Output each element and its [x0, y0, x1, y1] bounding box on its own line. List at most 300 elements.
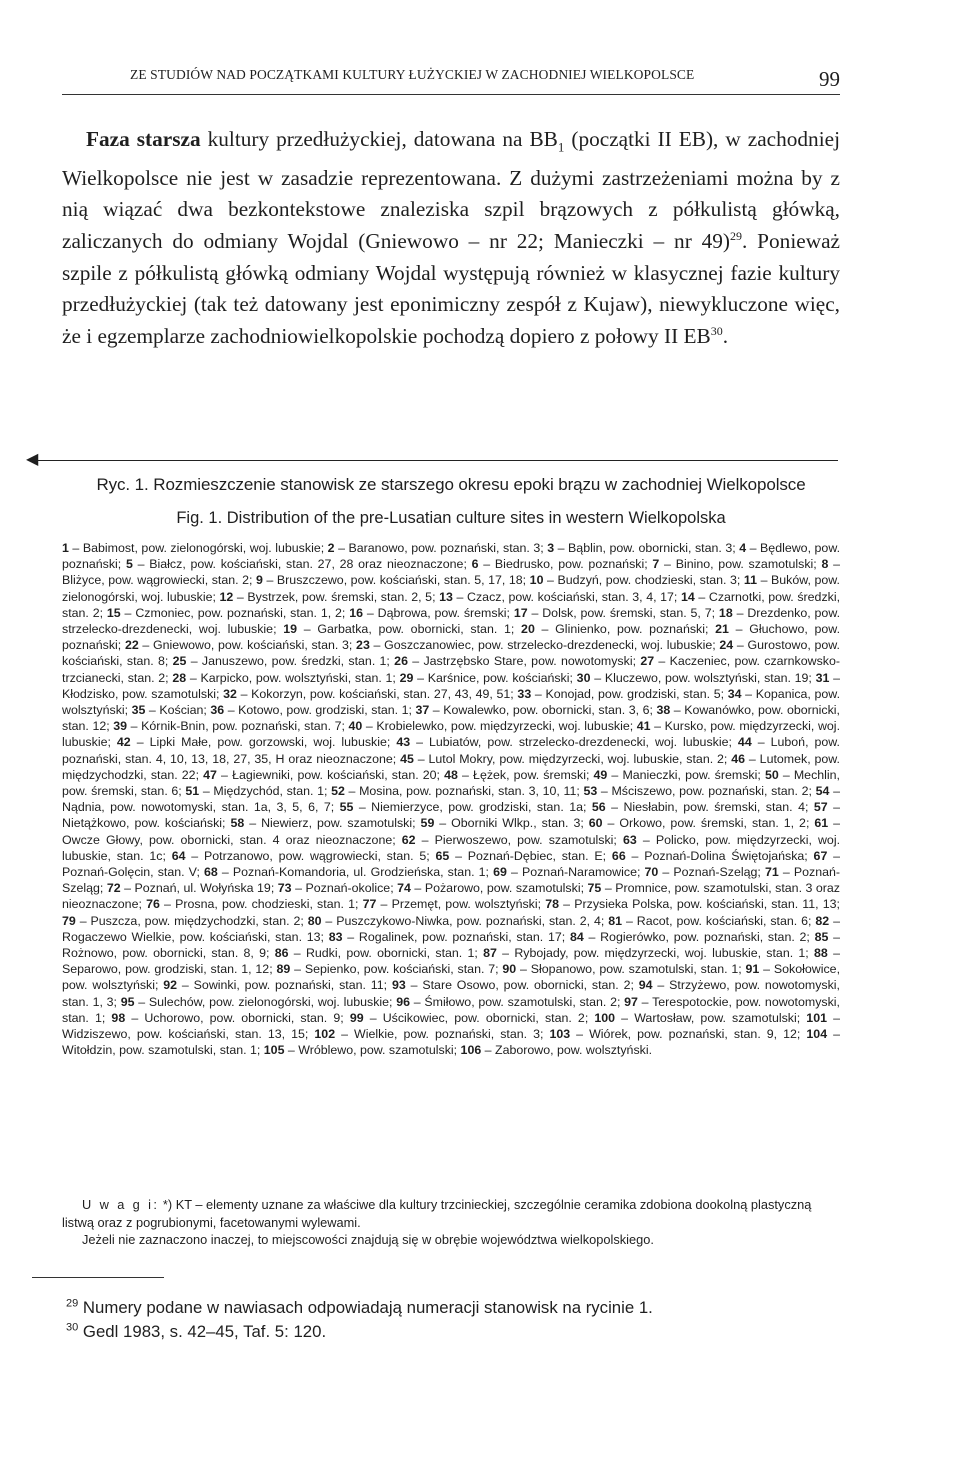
footnote-divider: [32, 1277, 164, 1278]
legend-site-number: 78: [545, 897, 560, 912]
legend-separator: –: [652, 978, 670, 993]
legend-separator: –: [732, 605, 748, 620]
legend-site-number: 86: [274, 946, 289, 961]
legend-site-text: Poznań-Szeląg;: [673, 865, 765, 880]
legend-site-text: Zaborowo, pow. wolsztyński.: [495, 1043, 653, 1058]
arrow-left-icon: ◀: [26, 451, 39, 468]
legend-separator: –: [607, 767, 623, 782]
legend-separator: –: [597, 784, 612, 799]
note-line-2: Jeżeli nie zaznaczono inaczej, to miejscowości znajdują się w obrębie województwa wielkopolskiego.: [82, 1232, 654, 1247]
legend-site-text: Garbatka, pow. obornicki, stan. 1;: [317, 622, 522, 637]
legend-site-text: Poznań-okolice;: [305, 881, 398, 896]
legend-site-number: 8: [821, 557, 829, 572]
legend-separator: –: [429, 703, 444, 718]
body-segment: . Ponieważ szpile z półkulistą główką odmiany Wojdal występują również w klasycznej fazie kultury przedłużyckiej (tak też datowany jest eponimiczny zespół z Kujaw), niewykluczone więc, że i egzemplarze zachodniowielkopolskie pochodzą dopiero z połowy II EB: [62, 229, 840, 348]
legend-separator: –: [288, 946, 306, 961]
legend-separator: –: [506, 865, 522, 880]
legend-separator: –: [650, 719, 665, 734]
legend-site-number: 20: [521, 622, 535, 637]
legend-separator: –: [827, 848, 841, 863]
legend-site-text: Kościan;: [159, 703, 211, 718]
legend-site-text: Nądnia, pow. nowotomyski, stan. 1a, 3, 5, 6, 7;: [62, 800, 340, 815]
legend-site-text: Baranowo, pow. poznański, stan. 3;: [348, 541, 548, 555]
phase-term: Faza starsza: [86, 127, 201, 151]
site-legend: [62, 540, 840, 1059]
legend-site-number: 14: [680, 589, 695, 604]
legend-site-text: Manieczki, pow. śremski;: [622, 767, 765, 782]
legend-separator: –: [605, 800, 624, 815]
legend-site-number: 13: [439, 589, 453, 604]
legend-site-text: Separowo, pow. grodziski, stan. 1, 12;: [62, 962, 277, 977]
legend-site-number: 3: [547, 541, 555, 555]
running-head: [62, 64, 840, 95]
legend-site-number: 15: [106, 605, 121, 620]
legend-site-text: Dąbrowa, pow. śremski;: [377, 605, 514, 620]
legend-site-text: Rogalinek, pow. poznański, stan. 17;: [358, 929, 570, 944]
legend-separator: –: [120, 605, 136, 620]
legend-site-number: 10: [529, 573, 544, 588]
legend-site-text: Puszczykowo-Niwka, pow. poznański, stan. 2, 4;: [336, 913, 609, 928]
note-label: U w a g i:: [82, 1197, 160, 1212]
legend-site-text: Czmoniec, pow. poznański, stan. 1, 2;: [135, 605, 350, 620]
legend-site-number: 17: [513, 605, 528, 620]
legend-separator: –: [132, 557, 150, 572]
body-segment: .: [722, 323, 729, 348]
legend-site-text: Poznań-Komandoria, ul. Grodzieńska, stan. 1;: [232, 865, 494, 880]
legend-site-text: Pożarowo, pow. szamotulski;: [424, 881, 588, 896]
body-text: [62, 124, 840, 352]
legend-separator: –: [376, 897, 392, 912]
legend-separator: –: [353, 800, 372, 815]
legend-site-text: Rybojady, pow. międzyrzecki, woj. lubuskie, stan. 1;: [514, 946, 815, 961]
legend-site-number: 98: [111, 1010, 126, 1025]
legend-separator: –: [363, 1010, 383, 1025]
legend-separator: –: [434, 816, 452, 831]
footnote-ref-29[interactable]: 29: [730, 228, 743, 243]
legend-site-text: Karśnice, pow. kościański;: [427, 670, 577, 685]
legend-site-text: Uchorowo, pow. obornicki, stan. 9;: [144, 1010, 350, 1025]
body-segment: (początki II EB), w zachodniej Wielkopolsce nie jest w zasadzie reprezentowana. Z dużymi zastrzeżeniami można by z nią wiązać dwa bezkontekstowe znaleziska szpil brązowych z półkulistą główką, zaliczanych do odmiany Wojdal (Gniewowo – nr 22; Manieczki – nr 49): [62, 127, 840, 254]
legend-site-text: Kopanica, pow. wolsztyński;: [62, 686, 841, 718]
legend-site-text: Jastrzębsko Stare, pow. nowotomyski;: [423, 654, 641, 669]
legend-separator: –: [145, 703, 160, 718]
legend-site-text: Śmiłowo, pow. szamotulski, stan. 2;: [424, 994, 625, 1009]
legend-site-number: 29: [399, 670, 414, 685]
legend-site-number: 66: [611, 848, 626, 863]
legend-site-number: 9: [256, 573, 263, 588]
legend-site-text: Sowinki, pow. poznański, stan. 11;: [193, 978, 392, 993]
legend-site-number: 65: [435, 848, 450, 863]
legend-separator: –: [745, 751, 760, 766]
legend-separator: –: [531, 686, 546, 701]
legend-site-number: 76: [146, 897, 160, 912]
legend-separator: –: [405, 978, 423, 993]
legend-separator: –: [262, 573, 277, 588]
legend-site-number: 101: [806, 1010, 827, 1025]
legend-site-number: 50: [764, 767, 779, 782]
legend-separator: –: [728, 622, 750, 637]
legend-site-number: 96: [396, 994, 411, 1009]
legend-site-number: 83: [328, 929, 343, 944]
legend-site-number: 44: [737, 735, 752, 750]
legend-site-number: 54: [815, 784, 830, 799]
legend-separator: –: [622, 913, 637, 928]
legend-site-number: 80: [307, 913, 322, 928]
legend-site-text: Niemierzyce, pow. grodziski, stan. 1a;: [371, 800, 592, 815]
legend-site-text: Słopanowo, pow. szamotulski, stan. 1;: [530, 962, 746, 977]
legend-site-text: Poznań-Naramowice;: [521, 865, 645, 880]
legend-site-number: 34: [727, 686, 742, 701]
subscript: 1: [557, 139, 565, 155]
legend-separator: –: [449, 848, 468, 863]
legend-site-number: 59: [420, 816, 435, 831]
legend-separator: –: [625, 848, 645, 863]
legend-separator: –: [413, 670, 428, 685]
legend-separator: –: [415, 832, 435, 847]
legend-site-number: 94: [638, 978, 653, 993]
legend-site-text: Krobielewko, pow. międzyrzecki, woj. lubuskie;: [376, 719, 637, 734]
legend-site-number: 45: [400, 751, 414, 766]
legend-separator: –: [290, 962, 305, 977]
legend-site-number: 21: [715, 622, 729, 637]
legend-site-text: Poznań, ul. Wołyńska 19;: [134, 881, 278, 896]
legend-separator: –: [751, 735, 771, 750]
legend-site-text: Stare Osowo, pow. obornicki, stan. 2;: [422, 978, 639, 993]
legend-separator: –: [601, 881, 616, 896]
legend-site-number: 7: [652, 557, 660, 572]
legend-site-number: 22: [124, 638, 139, 653]
legend-separator: –: [757, 573, 772, 588]
legend-separator: –: [185, 848, 204, 863]
legend-separator: –: [741, 686, 756, 701]
legend-site-text: Terespotockie, pow. nowotomyski, stan. 1;: [62, 994, 840, 1025]
legend-site-number: 61: [814, 816, 829, 831]
legend-site-text: Kłodzisko, pow. szamotulski;: [62, 686, 224, 701]
legend-separator: –: [233, 589, 248, 604]
legend-site-number: 102: [314, 1027, 336, 1042]
legend-separator: –: [826, 1010, 840, 1025]
body-segment: kultury przedłużyckiej, datowana na BB: [200, 127, 558, 151]
legend-site-number: 2: [327, 541, 335, 555]
legend-site-number: 18: [718, 605, 733, 620]
legend-separator: –: [636, 832, 656, 847]
legend-site-text: Czarnotki, pow. średzki, stan. 2;: [62, 589, 841, 620]
legend-separator: –: [478, 557, 495, 572]
legend-site-number: 31: [815, 670, 830, 685]
legend-site-number: 12: [219, 589, 234, 604]
legend-separator: –: [199, 784, 214, 799]
legend-site-text: Wiórek, pow. poznański, stan. 9, 12;: [589, 1027, 807, 1042]
legend-site-text: Nietążkowo, pow. kościański;: [62, 816, 231, 831]
legend-separator: –: [829, 784, 840, 799]
legend-site-number: 6: [471, 557, 479, 572]
legend-site-text: Januszewo, pow. średzki, stan. 1;: [201, 654, 395, 669]
legend-site-text: Łagiewniki, pow. kościański, stan. 20;: [232, 767, 445, 782]
legend-site-number: 30: [576, 670, 591, 685]
legend-site-number: 68: [204, 865, 218, 880]
legend-site-number: 72: [106, 881, 121, 896]
legend-site-text: Lutomek, pow. międzychodzki, stan. 22;: [62, 751, 840, 782]
legend-site-number: 55: [339, 800, 354, 815]
legend-site-number: 42: [116, 735, 131, 750]
legend-site-number: 73: [277, 881, 292, 896]
legend-separator: –: [321, 913, 337, 928]
legend-site-number: 70: [644, 865, 659, 880]
legend-site-text: Lipki Małe, pow. gorzowski, woj. lubuskie;: [149, 735, 397, 750]
legend-site-text: Poznań-Dolina Świętojańska;: [644, 848, 814, 863]
legend-separator: –: [654, 654, 670, 669]
legend-site-text: Lutol Mokry, pow. międzyrzecki, woj. lubuskie, stan. 2;: [428, 751, 732, 766]
legend-site-number: 53: [583, 784, 598, 799]
legend-site-number: 51: [185, 784, 200, 799]
legend-site-text: Babimost, pow. zielonogórski, woj. lubuskie;: [82, 541, 328, 555]
legend-site-text: Buków, pow. zielonogórski, woj. lubuskie;: [62, 573, 840, 604]
legend-site-text: Bąblin, pow. obornicki, stan. 3;: [568, 541, 740, 555]
legend-separator: –: [344, 784, 360, 799]
legend-site-number: 23: [356, 638, 370, 653]
legend-separator: –: [134, 994, 149, 1009]
legend-separator: –: [342, 929, 359, 944]
legend-site-number: 99: [349, 1010, 364, 1025]
legend-site-number: 84: [569, 929, 584, 944]
footnotes: [62, 1296, 840, 1344]
legend-site-number: 82: [815, 913, 830, 928]
legend-site-number: 71: [764, 865, 779, 880]
legend-separator: –: [138, 638, 154, 653]
legend-separator: –: [407, 654, 424, 669]
legend-site-number: 106: [460, 1043, 482, 1058]
legend-site-text: Orkowo, pow. śremski, stan. 1, 2;: [619, 816, 815, 831]
legend-site-number: 39: [113, 719, 128, 734]
legend-separator: –: [334, 541, 349, 555]
legend-site-text: Witołdzin, pow. szamotulski, stan. 1;: [62, 1043, 264, 1058]
legend-site-text: Oborniki Wlkp., stan. 3;: [451, 816, 589, 831]
legend-separator: –: [496, 946, 515, 961]
legend-site-text: Goszczanowiec, pow. strzelecko-drezdenecki, woj. lubuskie;: [384, 638, 720, 653]
legend-site-number: 26: [394, 654, 408, 669]
legend-site-text: Sepienko, pow. kościański, stan. 7;: [304, 962, 503, 977]
legend-separator: –: [828, 816, 841, 831]
legend-site-text: Gniewowo, pow. kościański, stan. 3;: [153, 638, 357, 653]
legend-separator: –: [827, 1027, 841, 1042]
legend-site-number: 88: [814, 946, 828, 961]
legend-site-number: 103: [549, 1027, 571, 1042]
legend-site-text: Sokołowice, pow. wolsztyński;: [62, 962, 841, 993]
legend-site-text: Budzyń, pow. chodzieski, stan. 3;: [557, 573, 744, 588]
footnote-ref-30[interactable]: 30: [710, 323, 723, 338]
legend-site-number: 36: [210, 703, 225, 718]
legend-site-text: Strzyżewo, pow. nowotomyski, stan. 1, 3;: [62, 978, 840, 1009]
legend-site-text: Biedrusko, pow. poznański;: [494, 557, 653, 572]
page-number: 99: [819, 67, 840, 91]
figure-divider: [30, 460, 838, 461]
legend-site-text: Glinienko, pow. poznański;: [555, 622, 716, 637]
legend-site-number: 46: [731, 751, 746, 766]
legend-site-number: 1: [62, 541, 69, 555]
legend-site-text: Gurostowo, pow. kościański, stan. 8;: [62, 638, 840, 669]
legend-site-number: 33: [517, 686, 532, 701]
legend-site-number: 67: [813, 848, 828, 863]
legend-site-number: 64: [171, 848, 186, 863]
legend-site-number: 47: [203, 767, 217, 782]
legend-site-number: 95: [120, 994, 135, 1009]
legend-separator: –: [186, 654, 202, 669]
legend-site-number: 37: [415, 703, 430, 718]
legend-site-number: 100: [594, 1010, 616, 1025]
legend-separator: –: [828, 557, 840, 572]
legend-site-text: Niesłabin, pow. śremski, stan. 4;: [623, 800, 814, 815]
legend-separator: –: [410, 994, 425, 1009]
legend-site-text: Prosna, pow. chodzieski, stan. 1;: [175, 897, 363, 912]
legend-separator: –: [543, 573, 558, 588]
legend-site-text: Konojad, pow. grodziski, stan. 5;: [545, 686, 728, 701]
legend-site-text: Bystrzek, pow. śremski, stan. 2, 5;: [247, 589, 440, 604]
legend-separator: –: [75, 913, 91, 928]
legend-site-number: 32: [223, 686, 237, 701]
legend-site-text: Poznań-Dębiec, stan. E;: [467, 848, 612, 863]
figure-notes: [62, 1196, 840, 1249]
legend-separator: –: [746, 541, 761, 555]
legend-site-number: 25: [172, 654, 187, 669]
legend-separator: –: [637, 994, 653, 1009]
legend-site-number: 43: [396, 735, 411, 750]
figure-caption-english: Fig. 1. Distribution of the pre-Lusatian culture sites in western Wielkopolska: [176, 509, 726, 527]
footnote-number: 30: [66, 1321, 79, 1334]
legend-site-number: 63: [622, 832, 637, 847]
legend-site-number: 77: [362, 897, 377, 912]
legend-separator: –: [828, 929, 841, 944]
legend-site-text: Białcz, pow. kościański, stan. 27, 28 oraz nieoznaczone;: [149, 557, 472, 572]
legend-site-text: Przemęt, pow. wolsztyński;: [391, 897, 546, 912]
legend-separator: –: [68, 541, 83, 555]
legend-separator: –: [481, 1043, 496, 1058]
legend-separator: –: [297, 622, 318, 637]
legend-site-number: 57: [813, 800, 828, 815]
legend-separator: –: [778, 865, 794, 880]
legend-site-text: Luboń, pow. poznański, stan. 4, 10, 13, 18, 27, 35, H oraz nieoznaczone;: [62, 735, 840, 766]
note-line-1: [62, 1196, 840, 1231]
legend-site-number: 104: [806, 1027, 828, 1042]
legend-separator: –: [694, 589, 709, 604]
legend-separator: –: [658, 865, 674, 880]
body-paragraph: [62, 124, 840, 352]
legend-separator: –: [410, 881, 425, 896]
legend-site-number: 4: [739, 541, 747, 555]
legend-site-text: Mosina, pow. poznański, stan. 3, 10, 11;: [359, 784, 584, 799]
legend-site-text: Potrzanowo, pow. wągrowiecki, stan. 5;: [204, 848, 436, 863]
legend-separator: –: [659, 557, 676, 572]
legend-site-number: 75: [587, 881, 602, 896]
legend-site-number: 24: [719, 638, 734, 653]
legend-site-number: 56: [591, 800, 606, 815]
legend-separator: –: [829, 913, 840, 928]
legend-site-text: Czacz, pow. kościański, stan. 3, 4, 17;: [467, 589, 681, 604]
legend-site-text: Kaczeniec, pow. czarnkowsko-trzcianecki, stan. 2;: [62, 654, 840, 685]
legend-separator: –: [457, 767, 474, 782]
legend-separator: –: [670, 703, 685, 718]
legend-site-text: Puszcza, pow. międzychodzki, stan. 2;: [90, 913, 308, 928]
legend-site-number: 52: [331, 784, 345, 799]
legend-site-number: 40: [348, 719, 363, 734]
legend-site-text: Bliżyce, pow. wągrowiecki, stan. 2;: [62, 573, 257, 588]
legend-separator: –: [583, 929, 601, 944]
legend-separator: –: [778, 767, 794, 782]
legend-site-text: Pierwoszewo, pow. szamotulski;: [434, 832, 623, 847]
legend-separator: –: [534, 622, 556, 637]
legend-separator: –: [236, 686, 252, 701]
legend-separator: –: [369, 638, 385, 653]
legend-separator: –: [125, 1010, 145, 1025]
legend-site-number: 69: [493, 865, 507, 880]
legend-site-text: Promnice, pow. szamotulski, stan. 3 oraz nieoznaczone;: [62, 881, 840, 912]
legend-site-text: Niewierz, pow. szamotulski;: [261, 816, 421, 831]
legend-separator: –: [335, 1027, 355, 1042]
legend-separator: –: [127, 719, 142, 734]
legend-site-text: Policko, pow. międzyrzecki, woj. lubuskie, stan. 1c;: [62, 832, 841, 863]
legend-separator: –: [362, 719, 377, 734]
legend-separator: –: [452, 589, 468, 604]
legend-site-text: Widziszewo, pow. kościański, stan. 13, 15;: [62, 1027, 315, 1042]
legend-site-text: Lubiatów, pow. strzelecko-drezdenecki, woj. lubuskie;: [429, 735, 738, 750]
legend-site-text: Kowanówko, pow. obornicki, stan. 12;: [62, 703, 840, 734]
footnote-text: Numery podane w nawiasach odpowiadają numeracji stanowisk na rycinie 1.: [78, 1298, 653, 1317]
legend-separator: –: [733, 638, 748, 653]
legend-site-text: Kotowo, pow. grodziski, stan. 1;: [238, 703, 416, 718]
legend-separator: –: [759, 962, 774, 977]
legend-site-number: 74: [397, 881, 411, 896]
legend-site-number: 35: [131, 703, 146, 718]
figure-caption-polish: Ryc. 1. Rozmieszczenie stanowisk ze starszego okresu epoki brązu w zachodniej Wielkopolsce: [96, 475, 806, 494]
legend-site-text: Racot, pow. kościański, stan. 6;: [636, 913, 816, 928]
legend-site-text: Kokorzyn, pow. kościański, stan. 27, 43, 49, 51;: [251, 686, 518, 701]
legend-site-text: Poznań-Golęcin, stan. V;: [62, 865, 204, 880]
legend-separator: –: [291, 881, 306, 896]
legend-separator: –: [177, 978, 194, 993]
legend-site-text: Głuchowo, pow. poznański;: [62, 622, 841, 653]
legend-separator: –: [829, 670, 841, 685]
legend-separator: –: [159, 897, 176, 912]
footnote-number: 29: [66, 1297, 79, 1310]
legend-separator: –: [224, 703, 239, 718]
legend-separator: –: [516, 962, 531, 977]
legend-site-text: Wróblewo, pow. szamotulski;: [298, 1043, 461, 1058]
legend-site-text: Będlewo, pow. poznański;: [62, 541, 841, 572]
legend-site-text: Wielkie, pow. poznański, stan. 3;: [354, 1027, 550, 1042]
legend-site-number: 41: [636, 719, 651, 734]
footnote-29: [62, 1296, 840, 1320]
footnote-text: Gedl 1983, s. 42–45, Taf. 5: 120.: [78, 1322, 327, 1341]
legend-separator: –: [244, 816, 262, 831]
legend-site-number: 28: [172, 670, 187, 685]
legend-site-text: Rogaczewo Wielkie, pow. kościański, stan. 13;: [62, 929, 329, 944]
legend-separator: –: [284, 1043, 299, 1058]
legend-site-number: 5: [125, 557, 133, 572]
legend-site-text: Kowalewko, pow. obornicki, stan. 3, 6;: [443, 703, 657, 718]
legend-site-number: 38: [656, 703, 671, 718]
legend-site-number: 81: [608, 913, 623, 928]
legend-site-number: 87: [483, 946, 497, 961]
legend-site-number: 91: [745, 962, 760, 977]
legend-site-text: Dolsk, pow. śremski, stan. 5, 7;: [542, 605, 719, 620]
legend-site-text: Kórnik-Bnin, pow. poznański, stan. 7;: [141, 719, 349, 734]
legend-site-number: 90: [502, 962, 517, 977]
legend-site-text: Poznań-Szeląg;: [62, 865, 841, 896]
legend-site-text: Rożnowo, pow. obornicki, stan. 8, 9;: [62, 946, 275, 961]
legend-separator: –: [590, 670, 605, 685]
legend-site-number: 105: [263, 1043, 285, 1058]
legend-site-text: Binino, pow. szamotulski;: [675, 557, 822, 572]
legend-site-text: Przysieka Polska, pow. kościański, stan. 11, 13;: [574, 897, 840, 912]
